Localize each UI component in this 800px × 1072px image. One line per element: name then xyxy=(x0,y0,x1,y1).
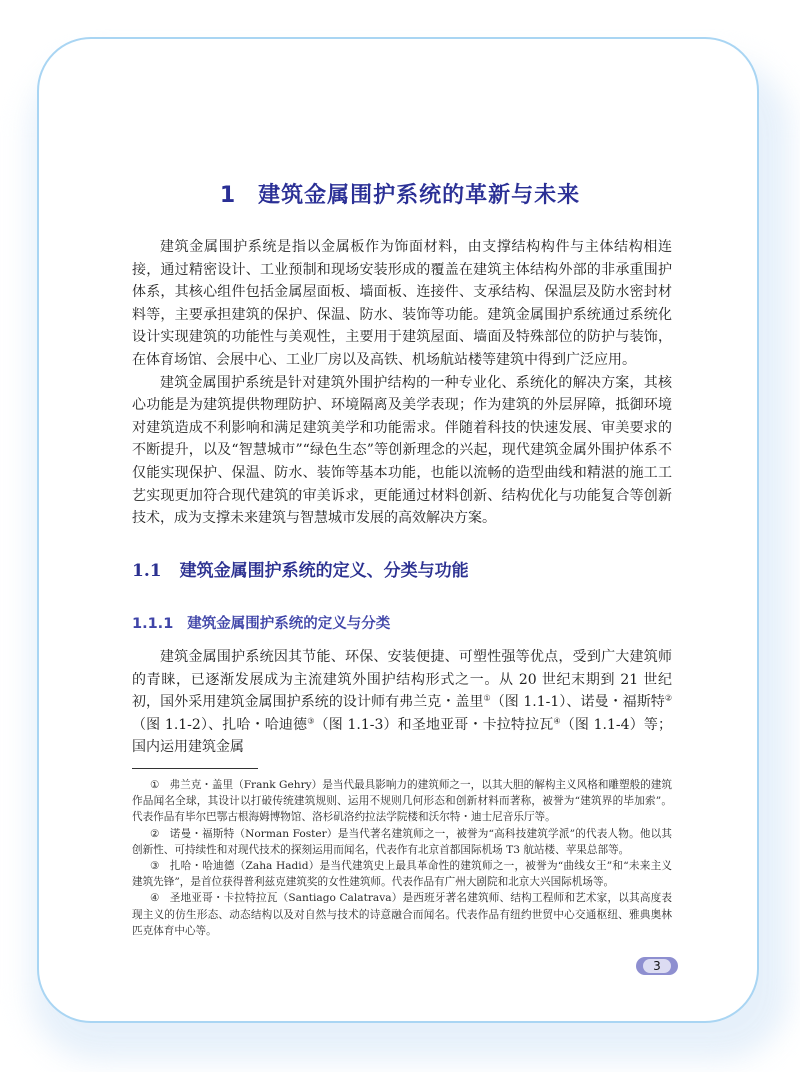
footnote-mark: ② xyxy=(150,827,160,840)
footnote-3 xyxy=(132,858,672,890)
intro-text xyxy=(132,236,672,530)
section-number: 1.1 xyxy=(132,561,162,581)
chapter-title xyxy=(0,178,800,209)
footnotes xyxy=(132,777,672,939)
subsection-heading xyxy=(132,612,390,633)
intro-paragraph-2: 建筑金属围护系统是针对建筑外围护结构的一种专业化、系统化的解决方案，其核心功能是为建筑提供物理防护、环境隔离及美学表现；作为建筑的外层屏障，抵御环境对建筑造成不利影响和满足建筑美学和功能需求。伴随着科技的快速发展、审美要求的不断提升，以及“智慧城市”“绿色生态”等创新理念的兴起，现代建筑金属外围护体系不仅能实现保护、保温、防水、装饰等基本功能，也能以流畅的造型曲线和精湛的施工工艺实现更加符合现代建筑的审美诉求，更能通过材料创新、结构优化与功能复合等创新技术，成为支撑未来建筑与智慧城市发展的高效解决方案。 xyxy=(132,374,672,527)
text-run: 建筑金属围护系统因其节能、环保、安装便捷、可塑性强等优点，受到广大建筑师的青睐，已逐渐发展成为主流建筑外围护结构形式之一。从 20 世纪末期到 21 世纪初，国外采用建筑金属围护系统的设计师有弗兰克・盖里 xyxy=(132,649,672,711)
text-run: （图 1.1-3）和圣地亚哥・卡拉特拉瓦 xyxy=(314,716,554,733)
footnote-text: 弗兰克・盖里（Frank Gehry）是当代最具影响力的建筑师之一，以其大胆的解构主义风格和雕塑般的建筑作品闻名全球，其设计以打破传统建筑规则、运用不规则几何形态和创新材料而著称，被誉为“建筑界的毕加索”。代表作品有毕尔巴鄂古根海姆博物馆、洛杉矶洛约拉法学院楼和沃尔特・迪士尼音乐厅等。 xyxy=(132,779,672,824)
footnote-divider xyxy=(132,768,258,769)
subsection-title: 建筑金属围护系统的定义与分类 xyxy=(187,616,391,632)
intro-paragraph-1: 建筑金属围护系统是指以金属板作为饰面材料，由支撑结构构件与主体结构相连接，通过精密设计、工业预制和现场安装形成的覆盖在建筑主体结构外部的非承重围护体系，其核心组件包括金属屋面板、墙面板、连接件、支承结构、保温层及防水密封材料等，主要承担建筑的保护、保温、防水、装饰等功能。建筑金属围护系统通过系统化设计实现建筑的功能性与美观性，主要用于建筑屋面、墙面及特殊部位的防护与装饰，在体育场馆、会展中心、工业厂房以及高铁、机场航站楼等建筑中得到广泛应用。 xyxy=(132,239,672,368)
text-run: （图 1.1-2）、扎哈・哈迪德 xyxy=(132,716,308,733)
footnote-mark: ④ xyxy=(150,892,160,905)
text-run: （图 1.1-4）等；国内运用建筑金属 xyxy=(132,716,673,756)
section-title: 建筑金属围护系统的定义、分类与功能 xyxy=(179,561,469,581)
footnote-ref-1[interactable]: ① xyxy=(483,693,491,703)
chapter-title-text: 建筑金属围护系统的革新与未来 xyxy=(258,183,581,208)
footnote-text: 诺曼・福斯特（Norman Foster）是当代著名建筑师之一，被誉为“高科技建筑学派”的代表人物。他以其创新性、可持续性和对现代技术的探刻运用而闻名，代表作有北京首都国际机场 T3 航站楼、苹果总部等。 xyxy=(132,827,672,856)
footnote-4 xyxy=(132,890,672,939)
page-number: 3 xyxy=(643,959,671,973)
page-number-badge xyxy=(636,957,678,975)
chapter-number: 1 xyxy=(219,183,237,208)
text-run: （图 1.1-1）、诺曼・福斯特 xyxy=(490,694,665,711)
footnote-2 xyxy=(132,826,672,858)
section-heading xyxy=(132,556,469,581)
footnote-mark: ③ xyxy=(150,860,160,873)
subsection-text xyxy=(132,646,672,759)
footnote-ref-4[interactable]: ④ xyxy=(553,716,561,726)
footnote-mark: ① xyxy=(150,779,160,791)
footnote-ref-3[interactable]: ③ xyxy=(307,716,315,726)
footnote-ref-2[interactable]: ② xyxy=(664,693,672,703)
subsection-paragraph xyxy=(132,646,672,759)
footnote-text: 扎哈・哈迪德（Zaha Hadid）是当代建筑史上最具革命性的建筑师之一，被誉为“曲线女王”和“未来主义建筑先锋”，是首位获得普利兹克建筑奖的女性建筑师。代表作品有广州大剧院和北京大兴国际机场等。 xyxy=(132,860,672,889)
footnote-text: 圣地亚哥・卡拉特拉瓦（Santiago Calatrava）是西班牙著名建筑师、结构工程师和艺术家，以其高度表现主义的仿生形态、动态结构以及对自然与技术的诗意融合而闻名。代表作品有纽约世贸中心交通枢纽、雅典奥林匹克体育中心等。 xyxy=(132,892,672,937)
subsection-number: 1.1.1 xyxy=(132,616,174,632)
footnote-1 xyxy=(132,777,672,826)
